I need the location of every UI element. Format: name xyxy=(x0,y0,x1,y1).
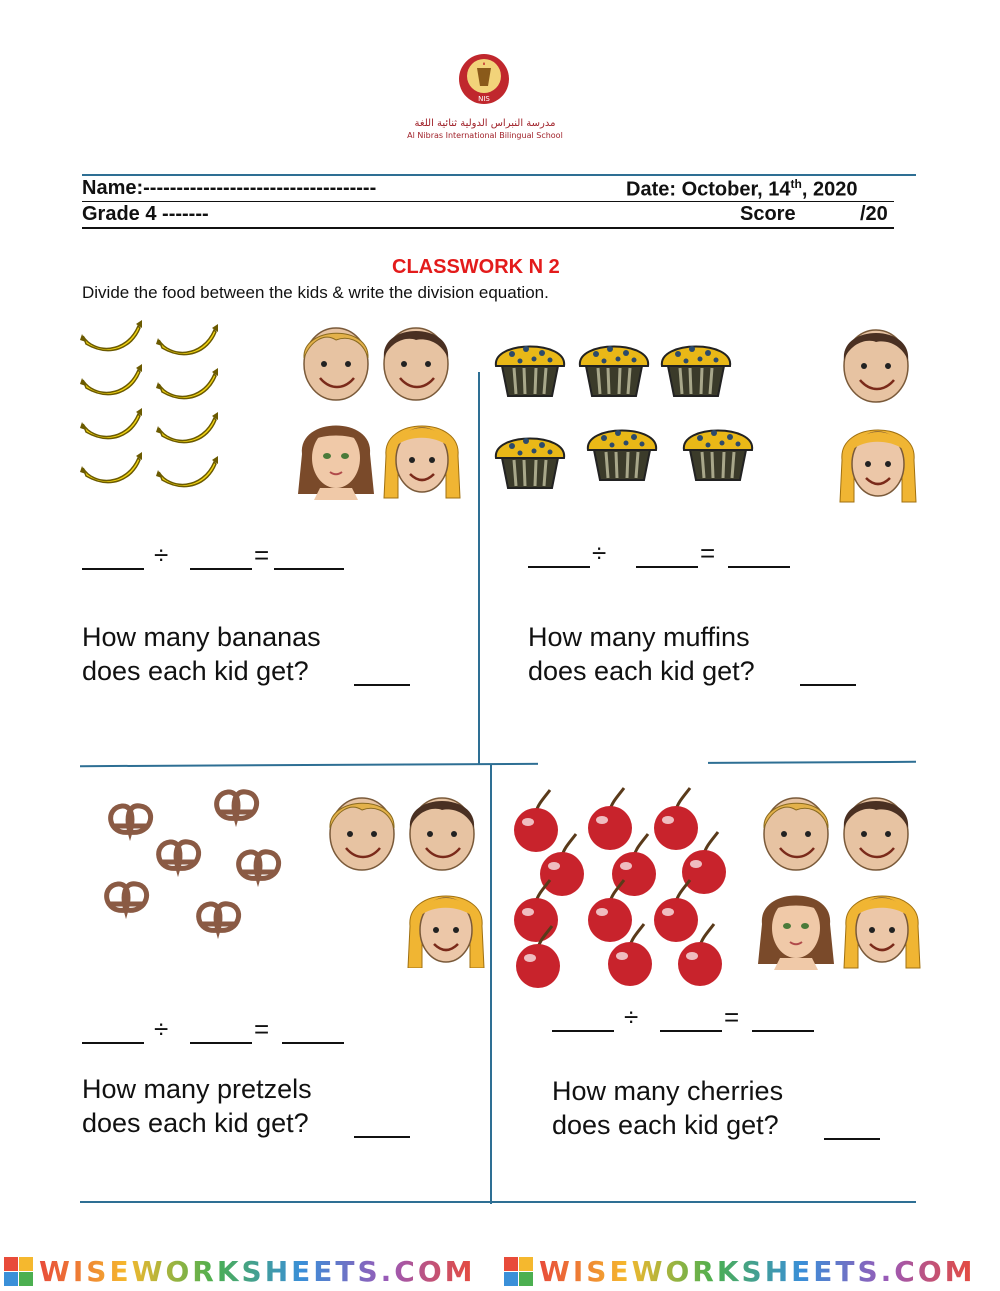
kid-icon xyxy=(304,328,368,400)
kid-icon xyxy=(758,896,834,971)
muffin-icon xyxy=(662,346,730,396)
school-name-arabic: مدرسة النبراس الدولية ثنائية اللغة xyxy=(414,118,556,129)
pretzel-icon xyxy=(111,806,151,833)
page-title: CLASSWORK N 2 xyxy=(392,256,560,278)
cherry-group xyxy=(514,752,734,988)
pretzel-icon xyxy=(199,904,239,931)
question-cherries xyxy=(552,1074,942,1142)
banana-icon xyxy=(156,324,218,355)
brand-text: WISEWORKSHEETS.COM xyxy=(39,1254,476,1288)
school-name-english: Al Nibras International Bilingual School xyxy=(407,131,563,140)
answer-blank[interactable] xyxy=(190,568,252,570)
cherry-icon xyxy=(514,790,558,852)
muffin-icon xyxy=(580,346,648,396)
pretzel-icon xyxy=(239,852,279,879)
muffin-icon xyxy=(496,346,564,396)
answer-blank[interactable] xyxy=(800,684,856,686)
name-field[interactable]: Name:----------------------------------- xyxy=(82,177,377,199)
muffin-icon xyxy=(684,430,752,480)
pretzel-icon xyxy=(159,842,199,869)
kid-icon xyxy=(384,426,460,498)
header-mid-rule xyxy=(82,201,894,202)
equals-sign: = xyxy=(724,1002,740,1032)
kid-icon xyxy=(410,798,474,870)
kid-icon xyxy=(408,896,484,968)
kid-icon xyxy=(844,798,908,870)
kids-group-muffins xyxy=(836,320,918,504)
kid-icon xyxy=(298,426,374,501)
equation-bananas xyxy=(82,538,362,572)
question-line-2: does each kid get? xyxy=(552,1110,779,1140)
footer-brand-left xyxy=(4,1254,498,1288)
question-muffins xyxy=(528,620,918,688)
banana-icon xyxy=(156,456,218,487)
vertical-divider-bottom xyxy=(490,764,492,1204)
banana-icon xyxy=(80,408,142,439)
question-line-1: How many muffins xyxy=(528,622,750,652)
header-bottom-rule xyxy=(82,227,894,229)
question-line-1: How many bananas xyxy=(82,622,321,652)
equals-sign: = xyxy=(254,540,270,570)
question-line-2: does each kid get? xyxy=(82,656,309,686)
kids-group-bananas xyxy=(296,318,466,502)
banana-icon xyxy=(80,364,142,395)
divide-sign: ÷ xyxy=(154,540,169,570)
answer-blank[interactable] xyxy=(728,566,790,568)
date-label: Date: October, 14 xyxy=(626,178,791,201)
kid-icon xyxy=(840,430,916,502)
answer-blank[interactable] xyxy=(824,1138,880,1140)
banana-icon xyxy=(80,452,142,483)
answer-blank[interactable] xyxy=(354,1136,410,1138)
divide-sign: ÷ xyxy=(592,538,607,568)
header-top-rule xyxy=(82,174,916,176)
answer-blank[interactable] xyxy=(528,566,590,568)
school-logo xyxy=(457,52,511,106)
date-year: , 2020 xyxy=(801,178,858,201)
pretzel-icon xyxy=(107,884,147,911)
horizontal-divider xyxy=(80,761,916,767)
cherry-icon xyxy=(588,788,632,850)
banana-icon xyxy=(156,368,218,399)
equation-pretzels xyxy=(82,1012,362,1046)
equals-sign: = xyxy=(254,1014,270,1044)
date-field xyxy=(626,177,857,202)
date-suffix: th xyxy=(790,177,802,191)
school-logo-icon xyxy=(457,52,511,106)
kids-group-cherries xyxy=(756,788,922,972)
answer-blank[interactable] xyxy=(274,568,344,570)
answer-blank[interactable] xyxy=(82,568,144,570)
equation-muffins xyxy=(528,536,808,570)
equals-sign: = xyxy=(700,538,716,568)
kid-icon xyxy=(330,798,394,870)
answer-blank[interactable] xyxy=(82,1042,144,1044)
vertical-divider-top xyxy=(478,372,480,764)
divide-sign: ÷ xyxy=(154,1014,169,1044)
brand-logo-icon xyxy=(4,1257,33,1286)
question-line-1: How many cherries xyxy=(552,1076,784,1106)
score-total: /20 xyxy=(860,203,888,225)
footer-brand-right xyxy=(504,1254,998,1288)
instructions: Divide the food between the kids & write the division equation. xyxy=(82,283,549,302)
answer-blank[interactable] xyxy=(636,566,698,568)
question-pretzels xyxy=(82,1072,472,1140)
divide-sign: ÷ xyxy=(624,1002,639,1032)
grade-field[interactable]: Grade 4 ------- xyxy=(82,203,209,225)
score-label: Score xyxy=(740,203,796,225)
muffin-icon xyxy=(588,430,656,480)
answer-blank[interactable] xyxy=(660,1030,722,1032)
banana-icon xyxy=(80,320,142,351)
kid-icon xyxy=(844,330,908,402)
brand-text: WISEWORKSHEETS.COM xyxy=(539,1254,976,1288)
kid-icon xyxy=(844,896,920,968)
pretzel-group xyxy=(96,782,316,952)
banana-group xyxy=(78,318,228,502)
question-line-2: does each kid get? xyxy=(82,1108,309,1138)
brand-logo-icon xyxy=(504,1257,533,1286)
question-line-2: does each kid get? xyxy=(528,656,755,686)
answer-blank[interactable] xyxy=(552,1030,614,1032)
logo-text: NIS xyxy=(478,95,490,103)
bottom-rule xyxy=(80,1201,916,1203)
equation-cherries xyxy=(552,1000,832,1034)
kids-group-pretzels xyxy=(322,788,488,968)
banana-icon xyxy=(156,412,218,443)
answer-blank[interactable] xyxy=(282,1042,344,1044)
question-line-1: How many pretzels xyxy=(82,1074,312,1104)
muffin-icon xyxy=(496,438,564,488)
cherry-icon xyxy=(654,788,698,850)
answer-blank[interactable] xyxy=(190,1042,252,1044)
answer-blank[interactable] xyxy=(354,684,410,686)
kid-icon xyxy=(764,798,828,870)
muffin-group xyxy=(494,336,764,496)
kid-icon xyxy=(384,328,448,400)
pretzel-icon xyxy=(217,792,257,819)
question-bananas xyxy=(82,620,472,688)
answer-blank[interactable] xyxy=(752,1030,814,1032)
